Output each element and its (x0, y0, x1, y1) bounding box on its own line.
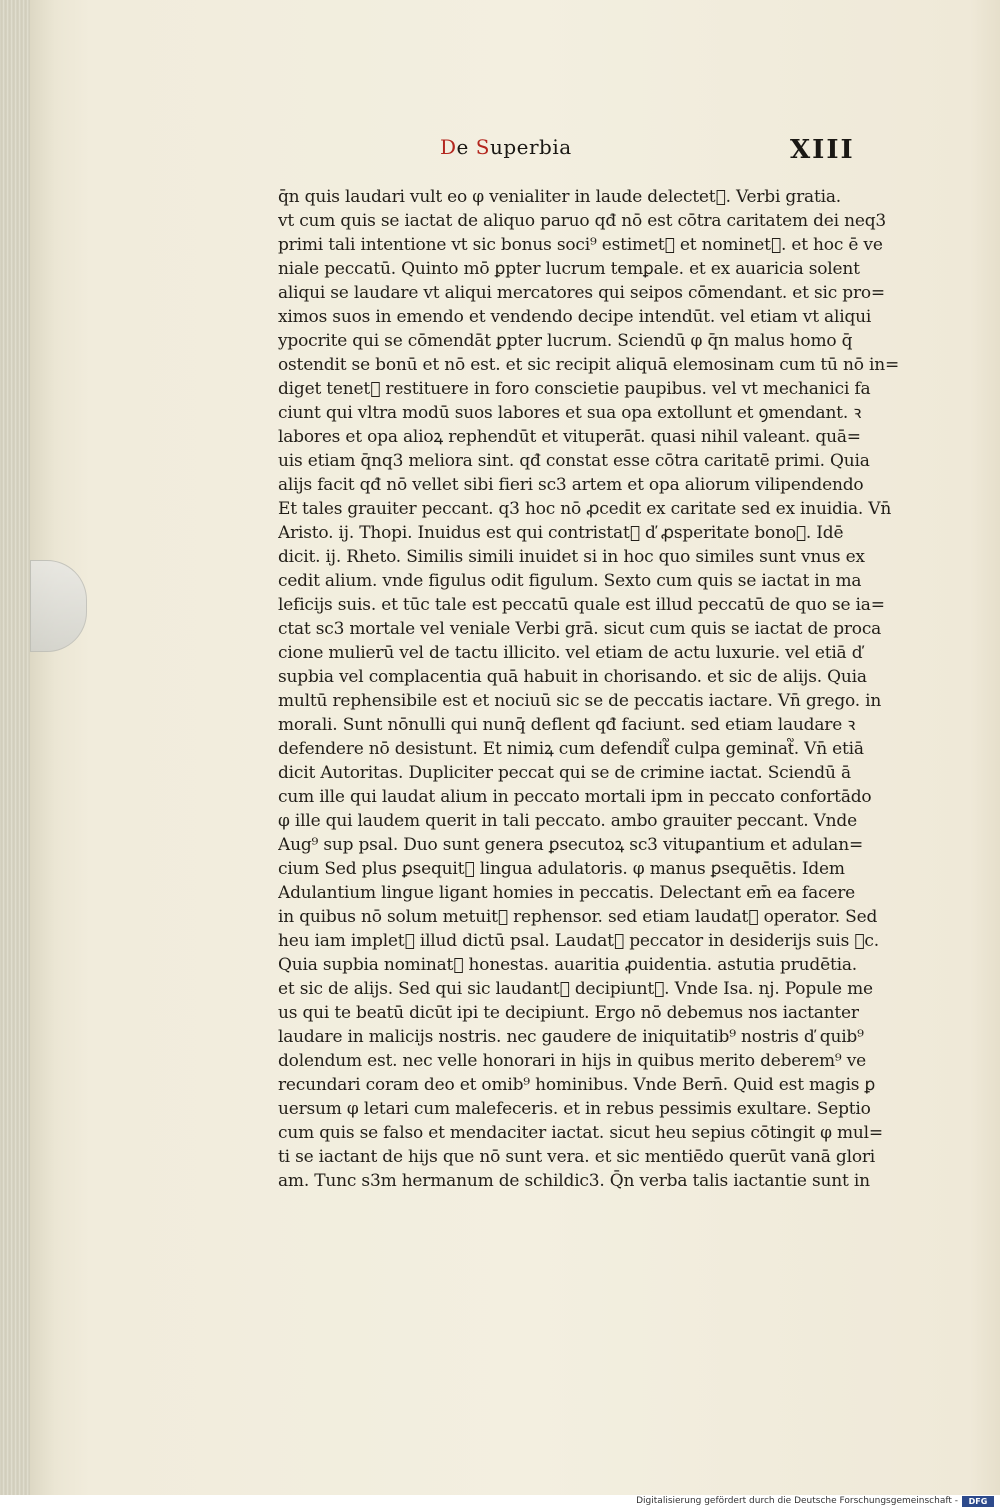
text-line: ctat sc3 mortale vel veniale Verbi grā. sicut cum quis se iactat de proca (278, 619, 882, 639)
running-head-initial: D (440, 135, 457, 159)
text-line: leficijs suis. et tūc tale est peccatū quale est illud peccatū de quo se ia= (278, 595, 885, 615)
text-line: us qui te beatū dicūt ipi te decipiunt. Ergo nō debemus nos iactanter (278, 1003, 859, 1023)
text-line: q̄n quis laudari vult eo φ venialiter in laude delectet᷑. Verbi gratia. (278, 187, 841, 207)
text-line: diget tenet᷑ restituere in foro conscietie paupibus. vel vt mechanici fa (278, 379, 871, 399)
text-line: dicit. ij. Rheto. Similis simili inuidet si in hoc quo similes sunt vnus ex (278, 547, 865, 567)
text-line: vt cum quis se iactat de aliquo paruo qđ nō est cōtra caritatem dei neq3 (278, 211, 886, 231)
text-block (278, 185, 928, 1191)
text-line: dicit Autoritas. Dupliciter peccat qui se de crimine iactat. Sciendū ā (278, 763, 851, 783)
text-line: dolendum est. nec velle honorari in hijs in quibus merito deberem⁹ ve (278, 1051, 866, 1071)
text-line: defendere nō desistunt. Et nimiꝝ cum defendit᷑ culpa geminat᷑. Vn̄ etiā (278, 739, 864, 759)
folio-number: XIII (790, 135, 855, 165)
text-line: laudare in malicijs nostris. nec gaudere de iniquitatib⁹ nostris ď quib⁹ (278, 1027, 864, 1047)
text-line: ostendit se bonū et nō est. et sic recipit aliquā elemosinam cum tū nō in= (278, 355, 900, 375)
text-line: ciunt qui vltra modū suos labores et sua opa extollunt et ꝯmendant. ꝛ (278, 403, 862, 423)
text-line: ti se iactant de hijs que nō sunt vera. et sic mentiēdo querūt vanā glori (278, 1147, 876, 1167)
running-head (440, 135, 572, 159)
text-line: Adulantium lingue ligant homies in peccatis. Delectant em̄ ea facere (278, 883, 856, 903)
text-line: niale peccatū. Quinto mō ꝑpter lucrum temꝑale. et ex auaricia solent (278, 259, 860, 279)
text-line: cione mulierū vel de tactu illicito. vel etiam de actu luxurie. vel etiā ď (278, 643, 863, 663)
text-line: labores et opa alioꝝ rephendūt et vituperāt. quasi nihil valeant. quā= (278, 427, 861, 447)
text-line: multū rephensibile est et nociuū sic se de peccatis iactare. Vn̄ grego. in (278, 691, 882, 711)
text-line: φ ille qui laudem querit in tali peccato. ambo grauiter peccant. Vnde (278, 811, 857, 831)
text-line: alijs facit qđ nō vellet sibi fieri sc3 artem et opa aliorum vilipendendo (278, 475, 864, 495)
running-head-text-2: uperbia (489, 135, 572, 159)
running-head-text: e (456, 135, 476, 159)
footer-bar (0, 1495, 1000, 1508)
dfg-logo: DFG (962, 1496, 994, 1507)
text-line: Aug⁹ sup psal. Duo sunt genera ꝑsecutoꝝ sc3 vituꝑantium et adulan= (278, 835, 864, 855)
text-line: in quibus nō solum metuit᷑ rephensor. sed etiam laudat᷑ operator. Sed (278, 907, 878, 927)
text-line: cium Sed plus ꝑsequit᷑ lingua adulatoris. φ manus ꝑsequētis. Idem (278, 859, 845, 879)
text-line: cum ille qui laudat alium in peccato mortali ipm in peccato confortādo (278, 787, 872, 807)
text-line: uis etiam q̄nq3 meliora sint. qđ constat esse cōtra caritatē primi. Quia (278, 451, 870, 471)
text-line: ximos suos in emendo et vendendo decipe intendūt. vel etiam vt aliqui (278, 307, 872, 327)
text-line: am. Tunc s3m hermanum de schildic3. Q̄n verba talis iactantie sunt in (278, 1171, 870, 1191)
text-line: Quia supbia nominat᷑ honestas. auaritia ꝓuidentia. astutia prudētia. (278, 955, 857, 975)
text-line: aliqui se laudare vt aliqui mercatores qui seipos cōmendant. et sic pro= (278, 283, 885, 303)
book-page-edges (0, 0, 31, 1495)
text-line: Aristo. ij. Thopi. Inuidus est qui contristat᷑ ď ꝓsperitate bonoꝝ. Idē (278, 523, 844, 543)
text-line: morali. Sunt nōnulli qui nunq̄ deflent qđ faciunt. sed etiam laudare ꝛ (278, 715, 856, 735)
running-head-initial-2: S (475, 135, 490, 159)
text-line: et sic de alijs. Sed qui sic laudant᷑ decipiunt᷑. Vnde Isa. nj. Popule me (278, 979, 873, 999)
text-line: recundari coram deo et omib⁹ hominibus. Vnde Bern̄. Quid est magis ꝑ (278, 1075, 876, 1095)
text-line: heu iam implet᷑ illud dictū psal. Laudat᷑ peccator in desiderijs suis ꝛc. (278, 931, 879, 951)
text-line: uersum φ letari cum malefeceris. et in rebus pessimis exultare. Septio (278, 1099, 871, 1119)
page-clip (30, 560, 87, 652)
text-line: Et tales grauiter peccant. q3 hoc nō ꝓcedit ex caritate sed ex inuidia. Vn̄ (278, 499, 892, 519)
text-line: primi tali intentione vt sic bonus soci⁹ estimet᷑ et nominet᷑. et hoc ē ve (278, 235, 883, 255)
text-line: supbia vel complacentia quā habuit in chorisando. et sic de alijs. Quia (278, 667, 867, 687)
digitization-credit: Digitalisierung gefördert durch die Deutsche Forschungsgemeinschaft - (636, 1496, 958, 1506)
text-line: ypocrite qui se cōmendāt ꝑpter lucrum. Sciendū φ q̄n malus homo q̄ (278, 331, 853, 351)
text-line: cum quis se falso et mendaciter iactat. sicut heu sepius cōtingit φ mul= (278, 1123, 883, 1143)
text-line: cedit alium. vnde figulus odit figulum. Sexto cum quis se iactat in ma (278, 571, 862, 591)
